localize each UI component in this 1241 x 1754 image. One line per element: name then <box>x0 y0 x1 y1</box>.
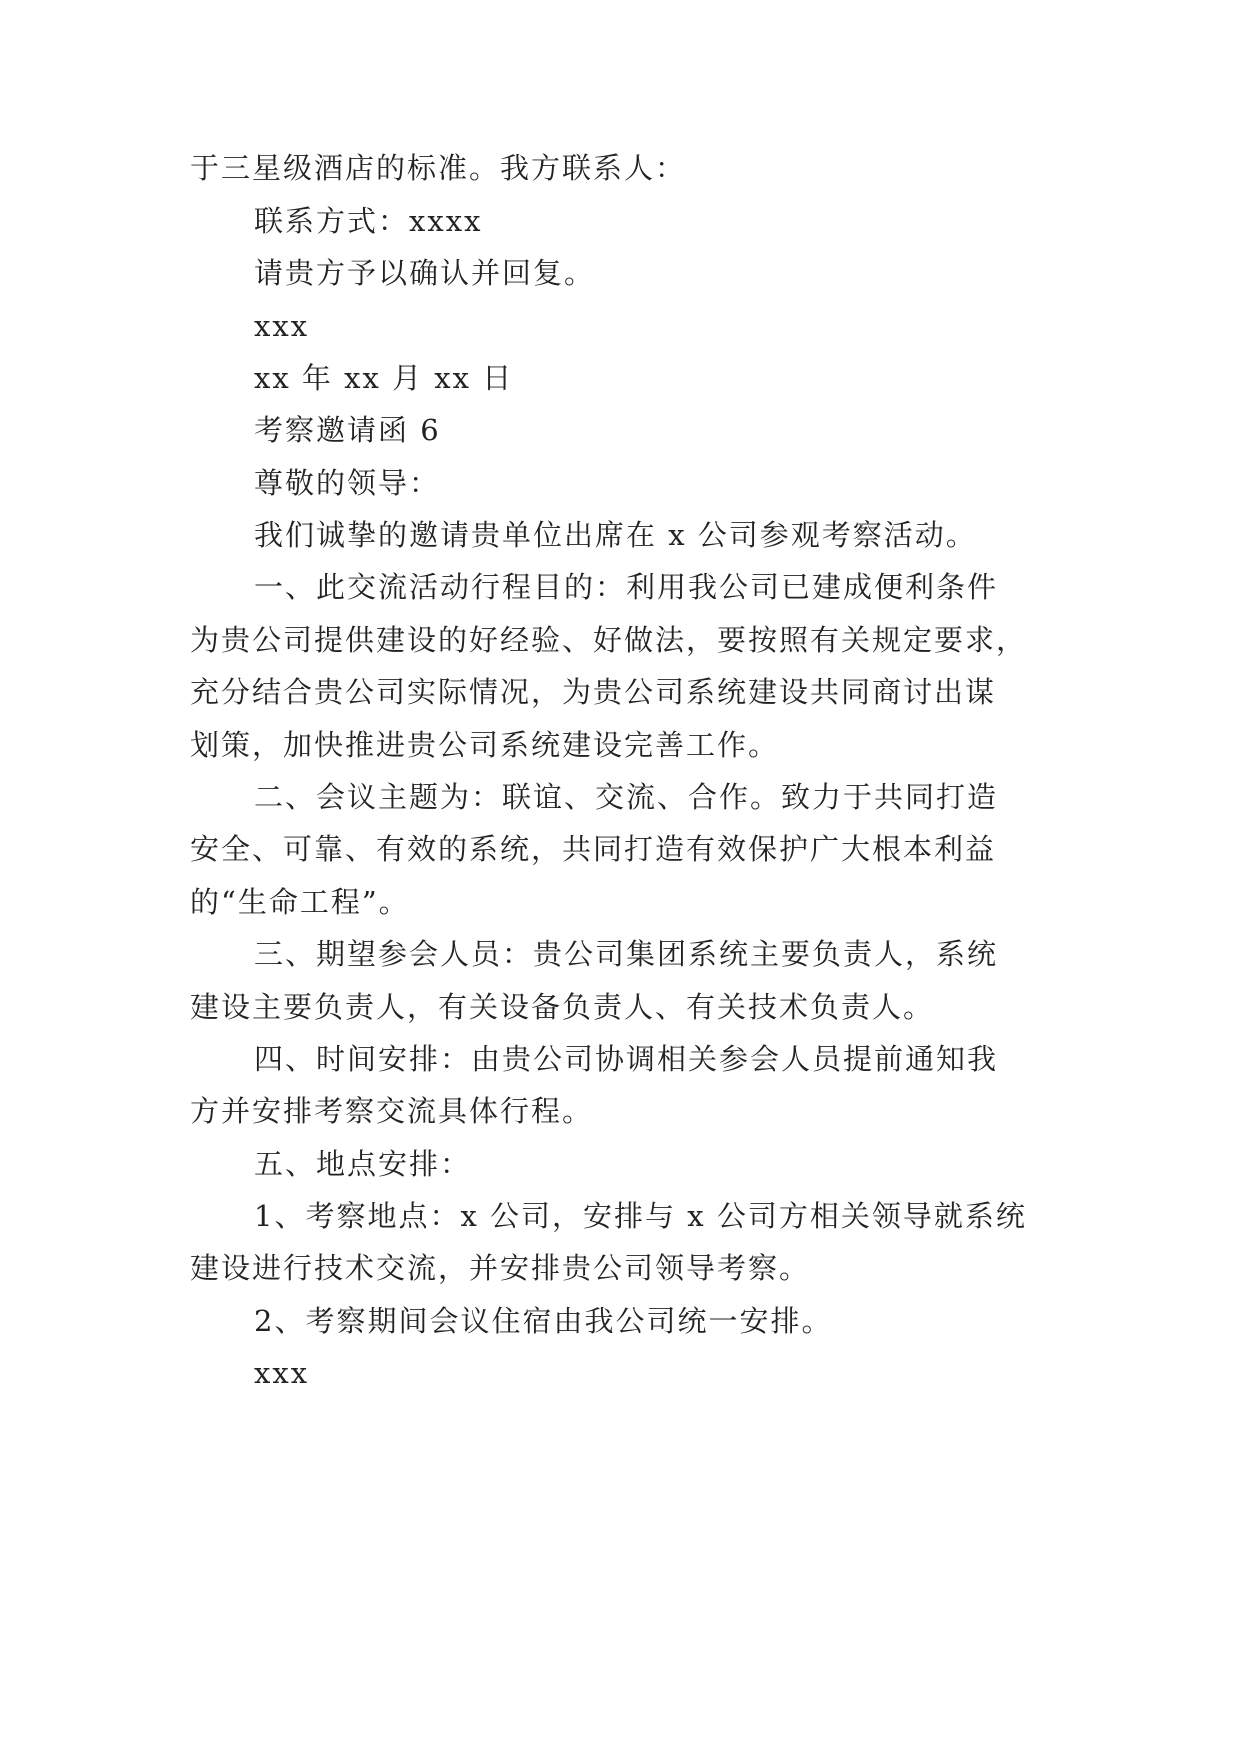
signature-date: xx 年 xx 月 xx 日 <box>254 361 514 395</box>
paragraph-line: 充分结合贵公司实际情况，为贵公司系统建设共同商讨出谋 <box>190 675 997 709</box>
paragraph-line: 2、考察期间会议住宿由我公司统一安排。 <box>254 1304 833 1338</box>
paragraph-line: 为贵公司提供建设的好经验、好做法，要按照有关规定要求， <box>190 623 1028 657</box>
intro-paragraph: 我们诚挚的邀请贵单位出席在 x 公司参观考察活动。 <box>254 518 977 552</box>
paragraph-line: 三、期望参会人员：贵公司集团系统主要负责人，系统 <box>254 937 999 971</box>
paragraph-line: 五、地点安排： <box>254 1147 472 1181</box>
paragraph-line: 的“生命工程”。 <box>190 885 410 919</box>
paragraph-line: 划策，加快推进贵公司系统建设完善工作。 <box>190 728 780 762</box>
paragraph-line: 建设主要负责人，有关设备负责人、有关技术负责人。 <box>190 990 935 1024</box>
paragraph-line: 安全、可靠、有效的系统，共同打造有效保护广大根本利益 <box>190 832 997 866</box>
paragraph-line: 1、考察地点：x 公司，安排与 x 公司方相关领导就系统 <box>254 1199 1027 1233</box>
salutation: 尊敬的领导： <box>254 466 441 500</box>
document-page <box>190 0 1050 1754</box>
letter-title: 考察邀请函 6 <box>254 413 441 447</box>
paragraph-line: 一、此交流活动行程目的：利用我公司已建成便利条件 <box>254 570 999 604</box>
paragraph-line: 方并安排考察交流具体行程。 <box>190 1094 594 1128</box>
confirm-request-line: 请贵方予以确认并回复。 <box>254 256 596 290</box>
paragraph-line: 四、时间安排：由贵公司协调相关参会人员提前通知我 <box>254 1042 999 1076</box>
paragraph-line: 二、会议主题为：联谊、交流、合作。致力于共同打造 <box>254 780 999 814</box>
contact-method-line: 联系方式：xxxx <box>254 204 483 238</box>
signature-name: xxx <box>254 1356 310 1390</box>
paragraph-line: 建设进行技术交流，并安排贵公司领导考察。 <box>190 1251 811 1285</box>
text-line: 于三星级酒店的标准。我方联系人： <box>190 151 687 185</box>
signature-name: xxx <box>254 309 310 343</box>
